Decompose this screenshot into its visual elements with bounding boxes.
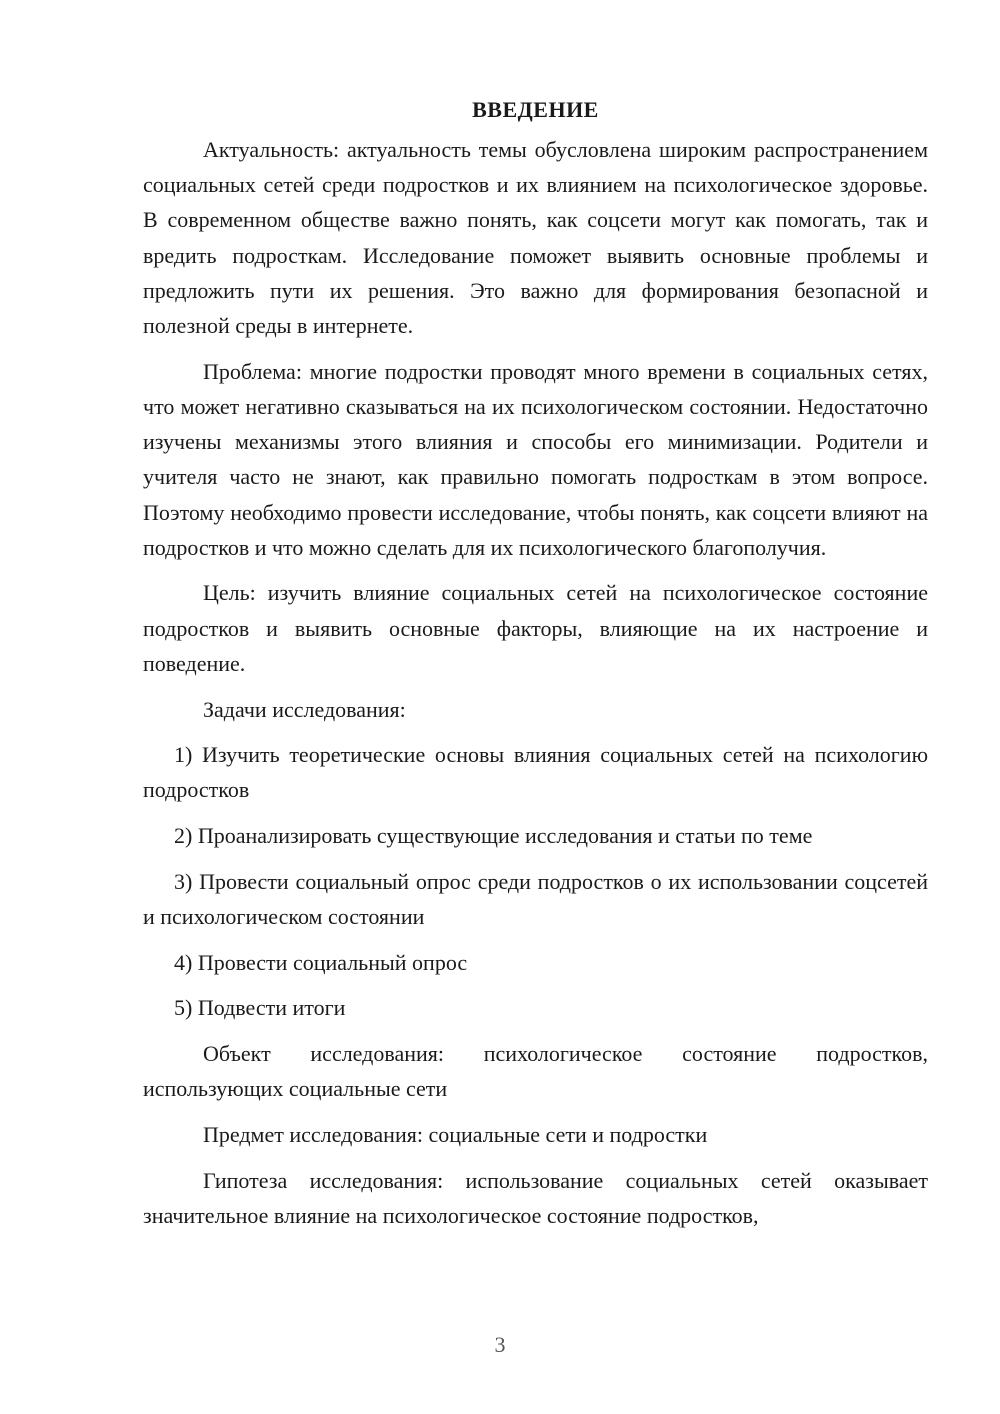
task-item: 1) Изучить теоретические основы влияния социальных сетей на психологию подростков bbox=[143, 742, 928, 803]
task-item: 4) Провести социальный опрос bbox=[174, 949, 468, 975]
section-title: ВВЕДЕНИЕ bbox=[472, 97, 599, 122]
page-number: 3 bbox=[494, 1332, 506, 1357]
problem-paragraph: Проблема: многие подростки проводят много времени в социальных сетях, что может негативно сказываться на их психологическом состоянии. Недостаточно изучены механизмы этого влияния и способы его минимизации. Родители и учителя часто не знают, как правильно помогать подросткам в этом вопросе. Поэтому необходимо провести исследование, чтобы понять, как соцсети влияют на подростков и что можно сделать для их психологического благополучия. bbox=[143, 358, 928, 560]
goal-paragraph: Цель: изучить влияние социальных сетей на психологическое состояние подростков и выявить основные факторы, влияющие на их настроение и поведение. bbox=[143, 580, 928, 676]
subject-paragraph: Предмет исследования: социальные сети и подростки bbox=[203, 1122, 708, 1148]
document-page bbox=[143, 92, 928, 1233]
task-item: 2) Проанализировать существующие исследования и статьи по теме bbox=[174, 823, 813, 849]
hypothesis-paragraph: Гипотеза исследования: использование социальных сетей оказывает значительное влияние на психологическое состояние подростков, bbox=[143, 1167, 928, 1228]
task-item: 5) Подвести итоги bbox=[174, 995, 346, 1021]
object-paragraph: Объект исследования: психологическое состояние подростков, использующих социальные сети bbox=[143, 1041, 928, 1102]
tasks-heading: Задачи исследования: bbox=[203, 696, 406, 722]
relevance-paragraph: Актуальность: актуальность темы обусловлена широким распространением социальных сетей среди подростков и их влиянием на психологическое здоровье. В современном обществе важно понять, как соцсети могут как помогать, так и вредить подросткам. Исследование поможет выявить основные проблемы и предложить пути их решения. Это важно для формирования безопасной и полезной среды в интернете. bbox=[143, 137, 928, 339]
task-item: 3) Провести социальный опрос среди подростков о их использовании соцсетей и психологическом состоянии bbox=[143, 868, 928, 930]
